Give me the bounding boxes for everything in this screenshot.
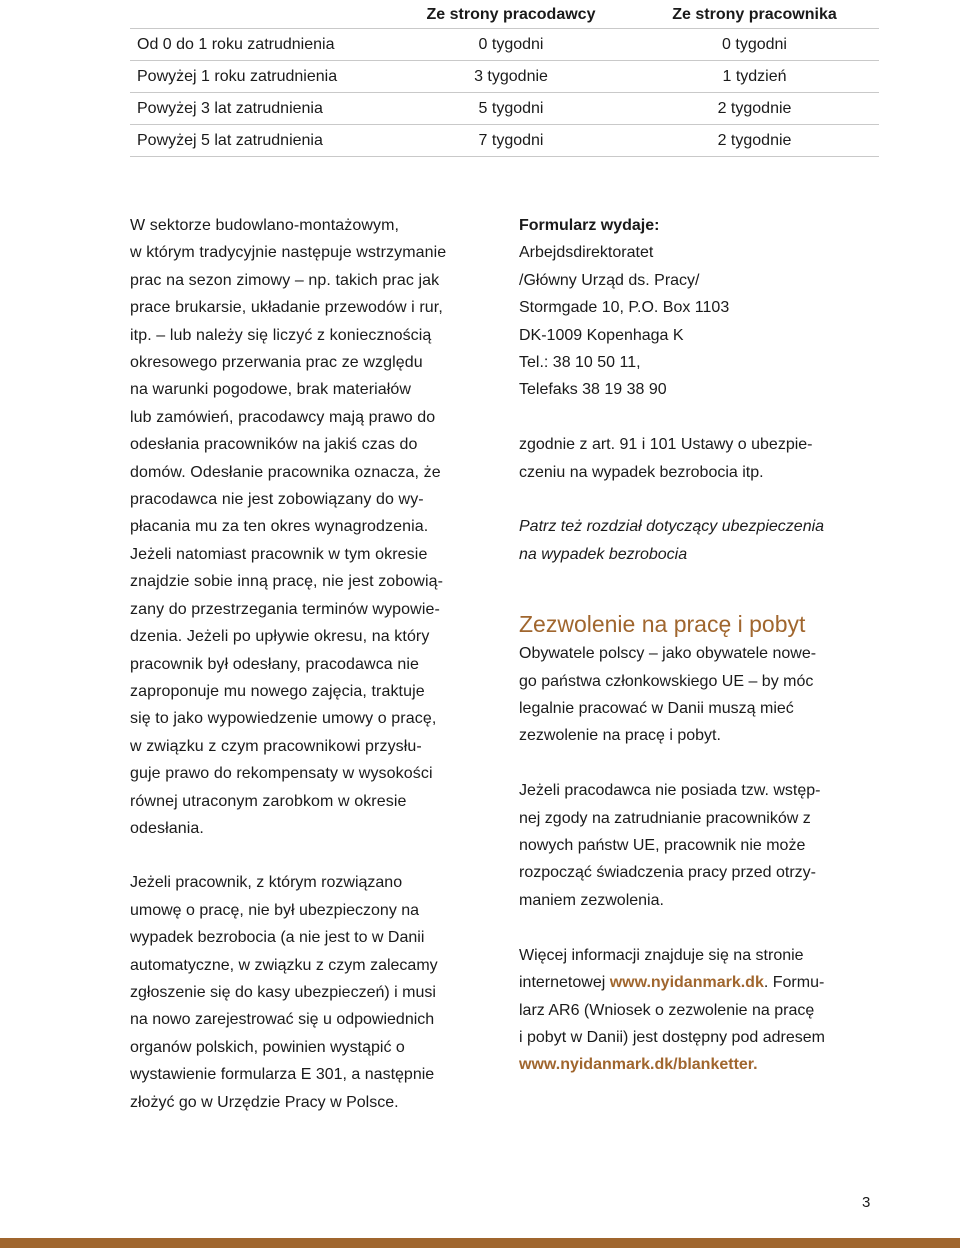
table-cell-label: Powyżej 5 lat zatrudnienia bbox=[130, 125, 392, 157]
unemployment-insurance-paragraph bbox=[130, 869, 485, 1116]
bottom-accent-bar bbox=[0, 1238, 960, 1248]
text-line: go państwa członkowskiego UE – by móc bbox=[519, 672, 814, 690]
text-line: Jeżeli pracownik, z którym rozwiązano bbox=[130, 874, 403, 892]
text-line: prace brukarsie, układanie przewodów i rur, bbox=[130, 299, 443, 317]
text-line: zezwolenie na pracę i pobyt. bbox=[519, 727, 721, 745]
text-line: internetowej bbox=[519, 974, 610, 992]
text-line: automatyczne, w związku z czym zalecamy bbox=[130, 956, 438, 974]
table-cell-label: Od 0 do 1 roku zatrudnienia bbox=[130, 29, 392, 61]
nyidanmark-blanketter-link[interactable]: www.nyidanmark.dk/blanketter. bbox=[519, 1056, 758, 1074]
law-reference bbox=[519, 431, 879, 486]
page-number: 3 bbox=[862, 1194, 871, 1211]
text-line: itp. – lub należy się liczyć z koniecznością bbox=[130, 326, 432, 344]
table-cell-employee: 2 tygodnie bbox=[630, 93, 879, 125]
nyidanmark-link[interactable]: www.nyidanmark.dk bbox=[609, 974, 764, 992]
table-cell-employer: 7 tygodni bbox=[392, 125, 630, 157]
text-line: Więcej informacji znajduje się na stronie bbox=[519, 946, 804, 964]
text-line: równej utraconym zarobkom w okresie bbox=[130, 792, 407, 810]
text-line: pracownik był odesłany, pracodawca nie bbox=[130, 655, 419, 673]
table-cell-label: Powyżej 3 lat zatrudnienia bbox=[130, 93, 392, 125]
text-line: odesłania pracowników na jakiś czas do bbox=[130, 436, 418, 454]
text-line: Jeżeli pracodawca nie posiada tzw. wstęp- bbox=[519, 782, 821, 800]
section-heading-work-permit: Zezwolenie na pracę i pobyt bbox=[519, 611, 806, 638]
notice-period-table bbox=[130, 0, 879, 157]
table-row bbox=[130, 93, 879, 125]
text-line: pracodawca nie jest zobowiązany do wy- bbox=[130, 491, 424, 509]
table-row bbox=[130, 61, 879, 93]
text-line: Jeżeli natomiast pracownik w tym okresie bbox=[130, 545, 428, 563]
see-also-note bbox=[519, 513, 879, 568]
table-cell-employee: 1 tydzień bbox=[630, 61, 879, 93]
table-header-row bbox=[130, 0, 879, 29]
text-line: domów. Odesłanie pracownika oznacza, że bbox=[130, 463, 441, 481]
seasonal-work-paragraph bbox=[130, 212, 485, 842]
text-line: organów polskich, powinien wystąpić o bbox=[130, 1038, 405, 1056]
text-line: W sektorze budowlano-montażowym, bbox=[130, 217, 400, 234]
table-cell-employer: 3 tygodnie bbox=[392, 61, 630, 93]
text-line: złożyć go w Urzędzie Pracy w Polsce. bbox=[130, 1093, 399, 1111]
table-cell-employee: 0 tygodni bbox=[630, 29, 879, 61]
text-line: nej zgody na zatrudnianie pracowników z bbox=[519, 809, 811, 827]
address-line: Tel.: 38 10 50 11, bbox=[519, 354, 641, 372]
text-line: w związku z czym pracownikowi przysłu- bbox=[130, 737, 422, 755]
table-cell-label: Powyżej 1 roku zatrudnienia bbox=[130, 61, 392, 93]
text-line: zgodnie z art. 91 i 101 Ustawy o ubezpie- bbox=[519, 436, 813, 454]
text-line: zaproponuje mu nowego zajęcia, traktuje bbox=[130, 682, 425, 700]
text-line: Patrz też rozdział dotyczący ubezpieczenia bbox=[519, 518, 825, 536]
left-text-column bbox=[130, 212, 485, 1116]
form-issuer-block bbox=[519, 212, 879, 404]
address-line: DK-1009 Kopenhaga K bbox=[519, 326, 684, 344]
address-line: /Główny Urząd ds. Pracy/ bbox=[519, 271, 700, 289]
work-permit-paragraph-3 bbox=[519, 942, 879, 1079]
text-line: Obywatele polscy – jako obywatele nowe- bbox=[519, 645, 817, 663]
text-line: i pobyt w Danii) jest dostępny pod adresem bbox=[519, 1028, 825, 1046]
table-header-employee: Ze strony pracownika bbox=[630, 0, 879, 29]
text-line: okresowego przerwania prac ze względu bbox=[130, 354, 423, 372]
right-text-column bbox=[519, 212, 879, 1079]
text-line: umowę o pracę, nie był ubezpieczony na bbox=[130, 901, 420, 919]
work-permit-paragraph-1 bbox=[519, 640, 879, 750]
text-line: nowych państw UE, pracownik nie może bbox=[519, 837, 806, 855]
text-line: znajdzie sobie inną pracę, nie jest zobowią- bbox=[130, 573, 444, 591]
form-issuer-title: Formularz wydaje: bbox=[519, 217, 660, 234]
text-line: maniem zezwolenia. bbox=[519, 891, 664, 909]
table-header-employer: Ze strony pracodawcy bbox=[392, 0, 630, 29]
text-line: larz AR6 (Wniosek o zezwolenie na pracę bbox=[519, 1001, 815, 1019]
table-row bbox=[130, 125, 879, 157]
table-row bbox=[130, 29, 879, 61]
text-line: dzenia. Jeżeli po upływie okresu, na który bbox=[130, 628, 430, 646]
address-line: Arbejdsdirektoratet bbox=[519, 244, 654, 262]
text-line: wystawienie formularza E 301, a następnie bbox=[130, 1066, 435, 1084]
text-line: rozpocząć świadczenia pracy przed otrzy- bbox=[519, 864, 817, 882]
address-line: Stormgade 10, P.O. Box 1103 bbox=[519, 299, 730, 317]
text-line: wypadek bezrobocia (a nie jest to w Danii bbox=[130, 929, 425, 947]
address-line: Telefaks 38 19 38 90 bbox=[519, 381, 667, 399]
text-line: na wypadek bezrobocia bbox=[519, 545, 688, 563]
text-line: lub zamówień, pracodawcy mają prawo do bbox=[130, 408, 436, 426]
text-line: w którym tradycyjnie następuje wstrzymanie bbox=[130, 244, 447, 262]
text-line: czeniu na wypadek bezrobocia itp. bbox=[519, 463, 764, 481]
text-line: się to jako wypowiedzenie umowy o pracę, bbox=[130, 710, 437, 728]
text-line: zany do przestrzegania terminów wypowie- bbox=[130, 600, 440, 618]
table-cell-employer: 5 tygodni bbox=[392, 93, 630, 125]
text-fragment: . Formu- bbox=[763, 974, 825, 992]
table-cell-employer: 0 tygodni bbox=[392, 29, 630, 61]
text-line: płacania mu za ten okres wynagrodzenia. bbox=[130, 518, 429, 536]
table-cell-employee: 2 tygodnie bbox=[630, 125, 879, 157]
text-line: prac na sezon zimowy – np. takich prac jak bbox=[130, 271, 440, 289]
table-header-empty bbox=[130, 0, 392, 29]
text-line: na nowo zarejestrować się u odpowiednich bbox=[130, 1011, 435, 1029]
text-line: odesłania. bbox=[130, 819, 204, 837]
text-line: guje prawo do rekompensaty w wysokości bbox=[130, 765, 433, 783]
text-line: zgłoszenie się do kasy ubezpieczeń) i musi bbox=[130, 983, 436, 1001]
work-permit-paragraph-2 bbox=[519, 777, 879, 914]
text-line: na warunki pogodowe, brak materiałów bbox=[130, 381, 412, 399]
text-line: legalnie pracować w Danii muszą mieć bbox=[519, 700, 794, 718]
